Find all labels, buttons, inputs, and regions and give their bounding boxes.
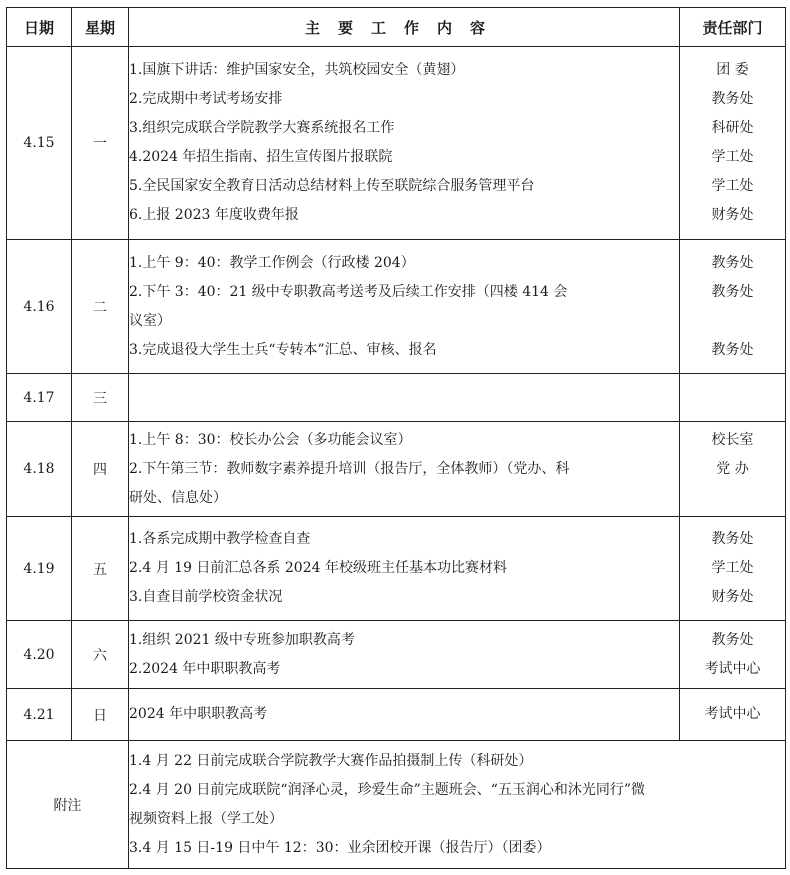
dept-item: 科研处 xyxy=(711,120,754,136)
task-item: 6.上报 2023 年度收费年报 xyxy=(129,207,299,223)
task-item: 3.自查目前学校资金状况 xyxy=(129,589,283,605)
task-item: 1.上午 9：40：教学工作例会（行政楼 204） xyxy=(129,254,415,271)
row-date: 4.21 xyxy=(7,689,72,741)
dept-item: 教务处 xyxy=(711,283,754,300)
dept-item: 学工处 xyxy=(711,560,754,576)
task-item: 2.2024 年中职职教高考 xyxy=(129,660,281,677)
note-item: 3.4 月 15 日-19 日中午 12：30：业余团校开课（报告厅）（团委） xyxy=(129,839,551,856)
notes-content xyxy=(129,741,786,869)
dept-item: 学工处 xyxy=(711,149,754,165)
row-dept xyxy=(680,47,786,240)
row-day: 三 xyxy=(72,374,129,422)
row-date: 4.16 xyxy=(7,240,72,374)
table-row xyxy=(7,47,786,240)
header-day: 星期 xyxy=(72,8,129,47)
row-date: 4.19 xyxy=(7,517,72,621)
schedule-table xyxy=(6,7,786,869)
table-row xyxy=(7,240,786,374)
header-dept: 责任部门 xyxy=(680,8,786,47)
task-item: 3.组织完成联合学院教学大赛系统报名工作 xyxy=(129,120,395,136)
task-item: 1.国旗下讲话：维护国家安全，共筑校园安全（黄翅） xyxy=(129,62,465,78)
row-dept xyxy=(680,240,786,374)
notes-row xyxy=(7,741,786,869)
task-item: 2.下午第三节：教师数字素养提升培训（报告厅，全体教师）（党办、科 xyxy=(129,460,570,477)
table-row xyxy=(7,374,786,422)
task-item: 2.下午 3：40：21 级中专职教高考送考及后续工作安排（四楼 414 会 xyxy=(129,283,568,300)
row-day: 一 xyxy=(72,47,129,240)
dept-spacer xyxy=(680,307,785,336)
row-day: 二 xyxy=(72,240,129,374)
table-row xyxy=(7,689,786,741)
dept-item: 财务处 xyxy=(711,589,754,605)
dept-item: 教务处 xyxy=(711,91,754,107)
row-content xyxy=(129,689,680,741)
task-item: 研处、信息处） xyxy=(129,489,227,506)
row-dept xyxy=(680,621,786,689)
dept-item: 校长室 xyxy=(711,431,754,448)
note-item: 视频资料上报（学工处） xyxy=(129,810,283,827)
header-content: 主要工作内容 xyxy=(129,8,680,47)
row-day: 四 xyxy=(72,422,129,517)
row-content xyxy=(129,517,680,621)
dept-item: 考试中心 xyxy=(704,660,761,677)
row-dept xyxy=(680,422,786,517)
row-content xyxy=(129,240,680,374)
task-item: 2.4 月 19 日前汇总各系 2024 年校级班主任基本功比赛材料 xyxy=(129,560,507,576)
row-date: 4.20 xyxy=(7,621,72,689)
table-row xyxy=(7,621,786,689)
row-date: 4.15 xyxy=(7,47,72,240)
dept-spacer xyxy=(680,484,785,513)
task-item: 议室） xyxy=(129,312,171,329)
dept-item: 学工处 xyxy=(711,178,754,194)
row-date: 4.18 xyxy=(7,422,72,517)
row-date: 4.17 xyxy=(7,374,72,422)
note-item: 2.4 月 20 日前完成联院“润泽心灵，珍爱生命”主题班会、“五玉润心和沐光同行”微 xyxy=(129,781,646,798)
dept-item: 教务处 xyxy=(711,341,754,358)
dept-item: 团 委 xyxy=(716,62,749,78)
header-row xyxy=(7,8,786,47)
row-day: 五 xyxy=(72,517,129,621)
dept-item: 考试中心 xyxy=(704,706,761,722)
task-item: 2024 年中职职教高考 xyxy=(129,706,268,722)
task-item: 2.完成期中考试考场安排 xyxy=(129,91,283,107)
table-row xyxy=(7,422,786,517)
dept-item: 教务处 xyxy=(711,631,754,648)
task-item: 1.上午 8：30：校长办公会（多功能会议室） xyxy=(129,431,412,448)
notes-label: 附注 xyxy=(7,741,129,869)
row-content xyxy=(129,47,680,240)
row-dept xyxy=(680,374,786,422)
row-dept xyxy=(680,517,786,621)
task-item: 5.全民国家安全教育日活动总结材料上传至联院综合服务管理平台 xyxy=(129,178,535,194)
row-dept xyxy=(680,689,786,741)
task-item: 1.组织 2021 级中专班参加职教高考 xyxy=(129,631,355,648)
dept-item: 教务处 xyxy=(711,254,754,271)
row-content xyxy=(129,621,680,689)
row-content xyxy=(129,422,680,517)
task-item: 4.2024 年招生指南、招生宣传图片报联院 xyxy=(129,149,393,165)
row-day: 六 xyxy=(72,621,129,689)
dept-item: 党 办 xyxy=(716,460,749,477)
table-row xyxy=(7,517,786,621)
row-content xyxy=(129,374,680,422)
task-item: 3.完成退役大学生士兵“专转本”汇总、审核、报名 xyxy=(129,341,437,358)
dept-item: 教务处 xyxy=(711,531,754,547)
header-date: 日期 xyxy=(7,8,72,47)
note-item: 1.4 月 22 日前完成联合学院教学大赛作品拍摄制上传（科研处） xyxy=(129,752,533,769)
task-item: 1.各系完成期中教学检查自查 xyxy=(129,531,311,547)
dept-item: 财务处 xyxy=(711,207,754,223)
row-day: 日 xyxy=(72,689,129,741)
